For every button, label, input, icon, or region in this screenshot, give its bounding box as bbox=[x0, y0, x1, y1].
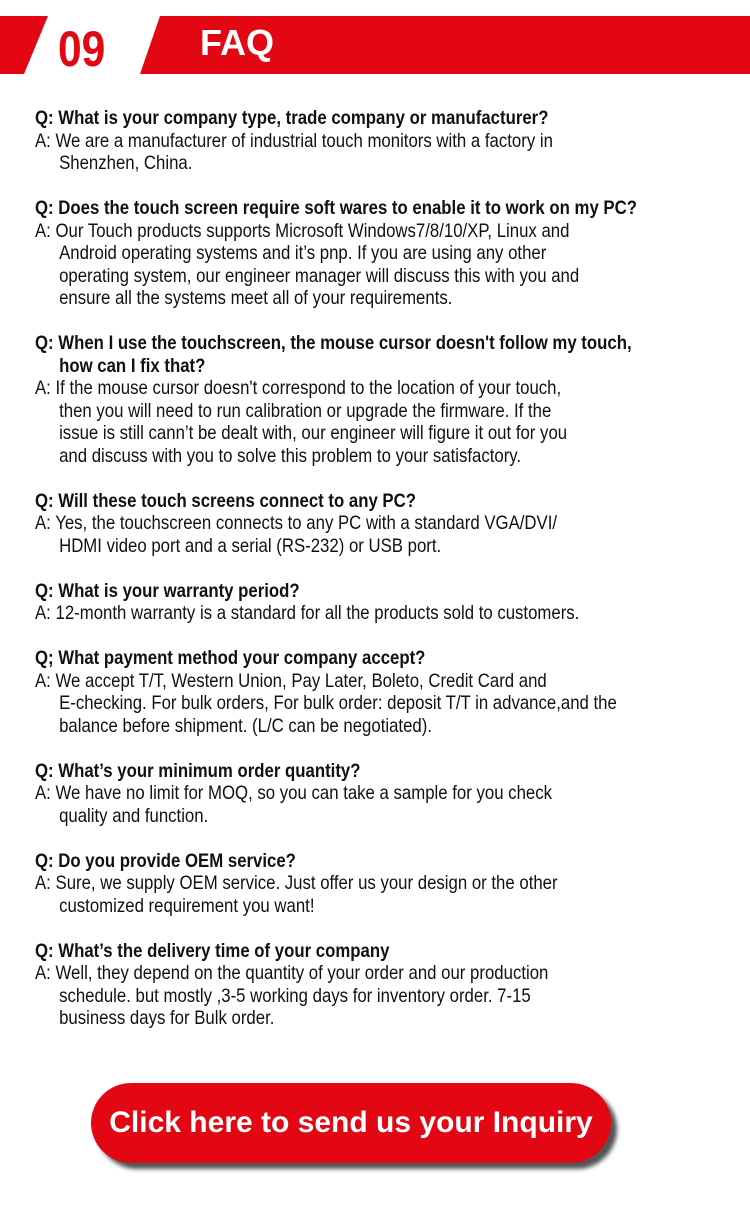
faq-answer: customized requirement you want! bbox=[59, 894, 315, 917]
faq-question: Q: What is your company type, trade company or manufacturer? bbox=[35, 107, 549, 129]
faq-item bbox=[35, 197, 735, 310]
faq-answer: and discuss with you to solve this problem to your satisfactory. bbox=[59, 444, 522, 467]
faq-question: Q: When I use the touchscreen, the mouse cursor doesn't follow my touch, bbox=[35, 332, 632, 354]
faq-answer: A: We have no limit for MOQ, so you can take a sample for you check bbox=[35, 782, 552, 804]
faq-answer: A: If the mouse cursor doesn't correspond to the location of your touch, bbox=[35, 377, 562, 399]
section-number: 09 bbox=[58, 21, 106, 77]
faq-question: Q: Will these touch screens connect to any PC? bbox=[35, 489, 416, 512]
faq-answer: A: Yes, the touchscreen connects to any PC with a standard VGA/DVI/ bbox=[35, 512, 558, 534]
faq-answer: A: Our Touch products supports Microsoft Windows7/8/10/XP, Linux and bbox=[35, 219, 570, 242]
faq-item bbox=[35, 107, 735, 175]
faq-item bbox=[35, 850, 735, 918]
faq-answer: HDMI video port and a serial (RS-232) or USB port. bbox=[59, 534, 442, 557]
faq-answer: A: 12-month warranty is a standard for all the products sold to customers. bbox=[35, 602, 580, 624]
faq-answer: quality and function. bbox=[59, 804, 209, 827]
faq-answer: A: We accept T/T, Western Union, Pay Later, Boleto, Credit Card and bbox=[35, 669, 547, 692]
faq-answer: ensure all the systems meet all of your requirements. bbox=[59, 287, 453, 309]
header-band-left bbox=[0, 16, 48, 74]
faq-item bbox=[35, 332, 735, 467]
faq-answer: operating system, our engineer manager will discuss this with you and bbox=[59, 264, 580, 287]
faq-answer: A: We are a manufacturer of industrial touch monitors with a factory in bbox=[35, 129, 553, 152]
faq-item bbox=[35, 490, 735, 558]
faq-question: Q: Does the touch screen require soft wares to enable it to work on my PC? bbox=[35, 197, 637, 219]
faq-answer: Android operating systems and it’s pnp. If you are using any other bbox=[59, 242, 547, 264]
faq-item bbox=[35, 647, 735, 737]
faq-question: Q: What is your warranty period? bbox=[35, 579, 300, 602]
faq-item bbox=[35, 940, 735, 1030]
faq-answer: A: Sure, we supply OEM service. Just offer us your design or the other bbox=[35, 872, 558, 894]
section-title: FAQ bbox=[200, 22, 275, 63]
send-inquiry-button[interactable]: Click here to send us your Inquiry bbox=[91, 1083, 611, 1163]
faq-answer: business days for Bulk order. bbox=[59, 1007, 275, 1029]
faq-answer: schedule. but mostly ,3-5 working days for inventory order. 7-15 bbox=[59, 984, 531, 1007]
faq-answer: issue is still cann’t be dealt with, our engineer will figure it out for you bbox=[59, 422, 568, 444]
faq-question: Q: What’s the delivery time of your company bbox=[35, 939, 390, 962]
faq-list bbox=[35, 107, 735, 1052]
faq-answer: then you will need to run calibration or upgrade the firmware. If the bbox=[59, 399, 552, 422]
faq-question: Q: What’s your minimum order quantity? bbox=[35, 759, 361, 782]
faq-item bbox=[35, 580, 735, 625]
faq-answer: E-checking. For bulk orders, For bulk order: deposit T/T in advance,and the bbox=[59, 692, 617, 714]
faq-answer: balance before shipment. (L/C can be negotiated). bbox=[59, 714, 432, 737]
faq-answer: A: Well, they depend on the quantity of your order and our production bbox=[35, 962, 549, 984]
faq-question: how can I fix that? bbox=[59, 354, 206, 377]
faq-item bbox=[35, 760, 735, 828]
faq-answer: Shenzhen, China. bbox=[59, 152, 193, 174]
faq-question: Q; What payment method your company accept? bbox=[35, 647, 426, 669]
faq-question: Q: Do you provide OEM service? bbox=[35, 849, 296, 872]
